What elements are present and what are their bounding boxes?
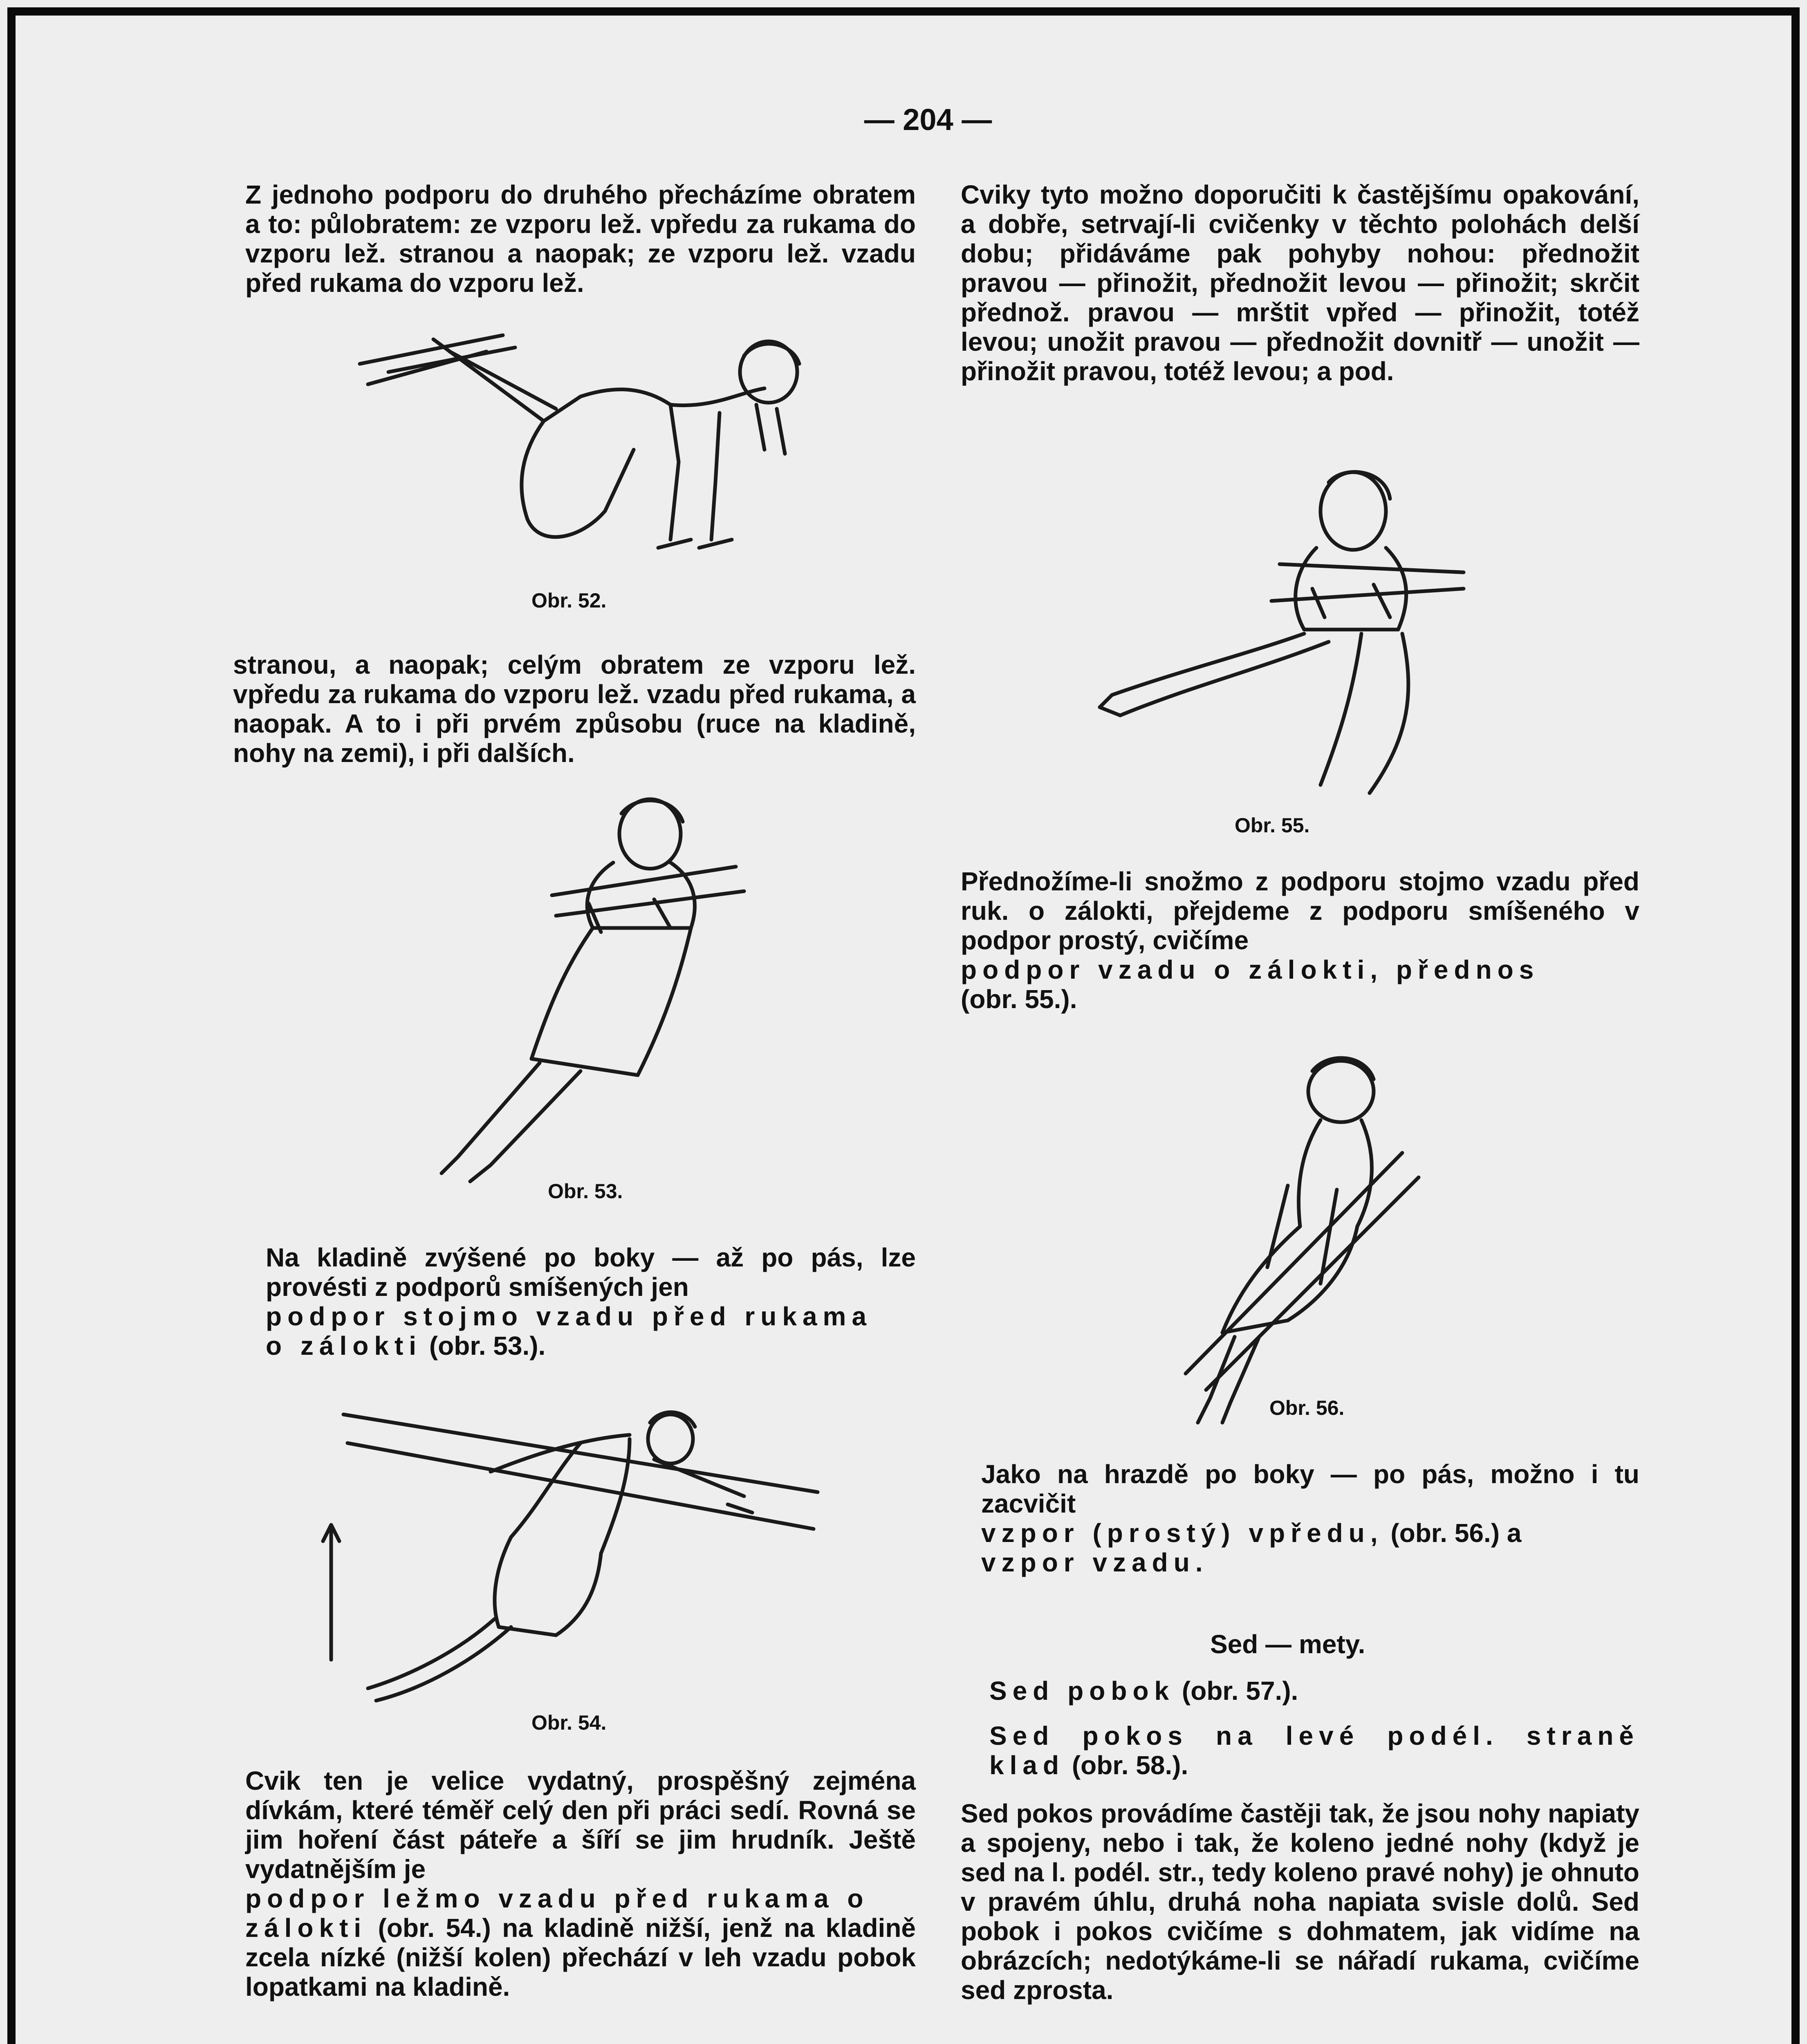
right-paragraph-5: Sed pokos na levé podél. straně klad (obr. 58.).	[989, 1721, 1639, 1780]
page-number: — 204 —	[864, 103, 992, 137]
left-paragraph-1: Z jednoho podporu do druhého přecházíme obratem a to: půlobratem: ze vzporu lež. vpředu za rukama do vzporu lež. stranou a naopak; ze vzporu lež. vzadu před rukama do vzporu lež.	[245, 180, 916, 298]
left-paragraph-2: stranou, a naopak; celým obratem ze vzporu lež. vpředu za rukama do vzporu lež. vzadu před rukama, a naopak. A to i při prvém způsobu (ruce na kladině, nohy na zemi), i při dalších.	[233, 650, 916, 768]
right-paragraph-3: Jako na hrazdě po boky — po pás, možno i tu zacvičit vzpor (prostý) vpředu, (obr. 56.) a vzpor vzadu.	[981, 1459, 1639, 1577]
right-paragraph-6: Sed pokos provádíme častěji tak, že jsou nohy napiaty a spojeny, nebo i tak, že koleno jedné nohy (když je sed na l. podél. str., tedy koleno pravé nohy) je ohnuto v pravém úhlu, druhá noha napiata svisle dolů. Sed pobok i pokos cvičíme s dohmatem, jak vidíme na obrázcích; nedotýkáme-li se nářadí rukama, cvičíme sed zprosta.	[961, 1799, 1639, 2005]
left-paragraph-3: Na kladině zvýšené po boky — až po pás, lze provésti z podporů smíšených jen podpor stojmo vzadu před rukama o zálokti (obr. 53.).	[266, 1243, 916, 1360]
left-paragraph-4: Cvik ten je velice vydatný, prospěšný zejména dívkám, které téměř celý den při práci sedí. Rovná se jim hoření část páteře a šíří se jim hrudník. Ještě vydatnějším je podpor ležmo vzadu před rukama o zálokti (obr. 54.) na kladině nižší, jenž na kladině zcela nízké (nižší kolen) přechází v leh vzadu pobok lopatkami na kladině.	[245, 1766, 916, 2001]
figure-53-caption: Obr. 53.	[548, 1180, 623, 1203]
right-paragraph-2: Přednožíme-li snožmo z podporu stojmo vzadu před ruk. o zálokti, přejdeme z podporu smíšeného v podpor prostý, cvičíme podpor vzadu o zálokti, přednos (obr. 55.).	[961, 867, 1639, 1014]
figure-54-caption: Obr. 54.	[531, 1711, 607, 1734]
figure-54-illustration	[319, 1390, 830, 1709]
figure-55-illustration	[1075, 466, 1464, 801]
figure-56-caption: Obr. 56.	[1269, 1396, 1345, 1419]
right-paragraph-4: Sed pobok (obr. 57.).	[989, 1676, 1298, 1706]
figure-52-caption: Obr. 52.	[531, 589, 607, 612]
right-paragraph-1: Cviky tyto možno doporučiti k častějšímu opakování, a dobře, setrvají-li cvičenky v těchto polohách delší dobu; přidáváme pak pohyby nohou: přednožit pravou — přinožit, přednožit levou — přinožit; skrčit přednož. pravou — mrštit vpřed — přinožit, totéž levou; unožit pravou — přednožit dovnitř — unožit — přinožit pravou, totéž levou; a pod.	[961, 180, 1639, 386]
figure-53-illustration	[409, 797, 777, 1206]
figure-55-caption: Obr. 55.	[1235, 814, 1310, 837]
figure-56-illustration	[1165, 1055, 1419, 1431]
figure-52-illustration	[352, 327, 822, 572]
section-heading: Sed — mety.	[1210, 1629, 1365, 1659]
